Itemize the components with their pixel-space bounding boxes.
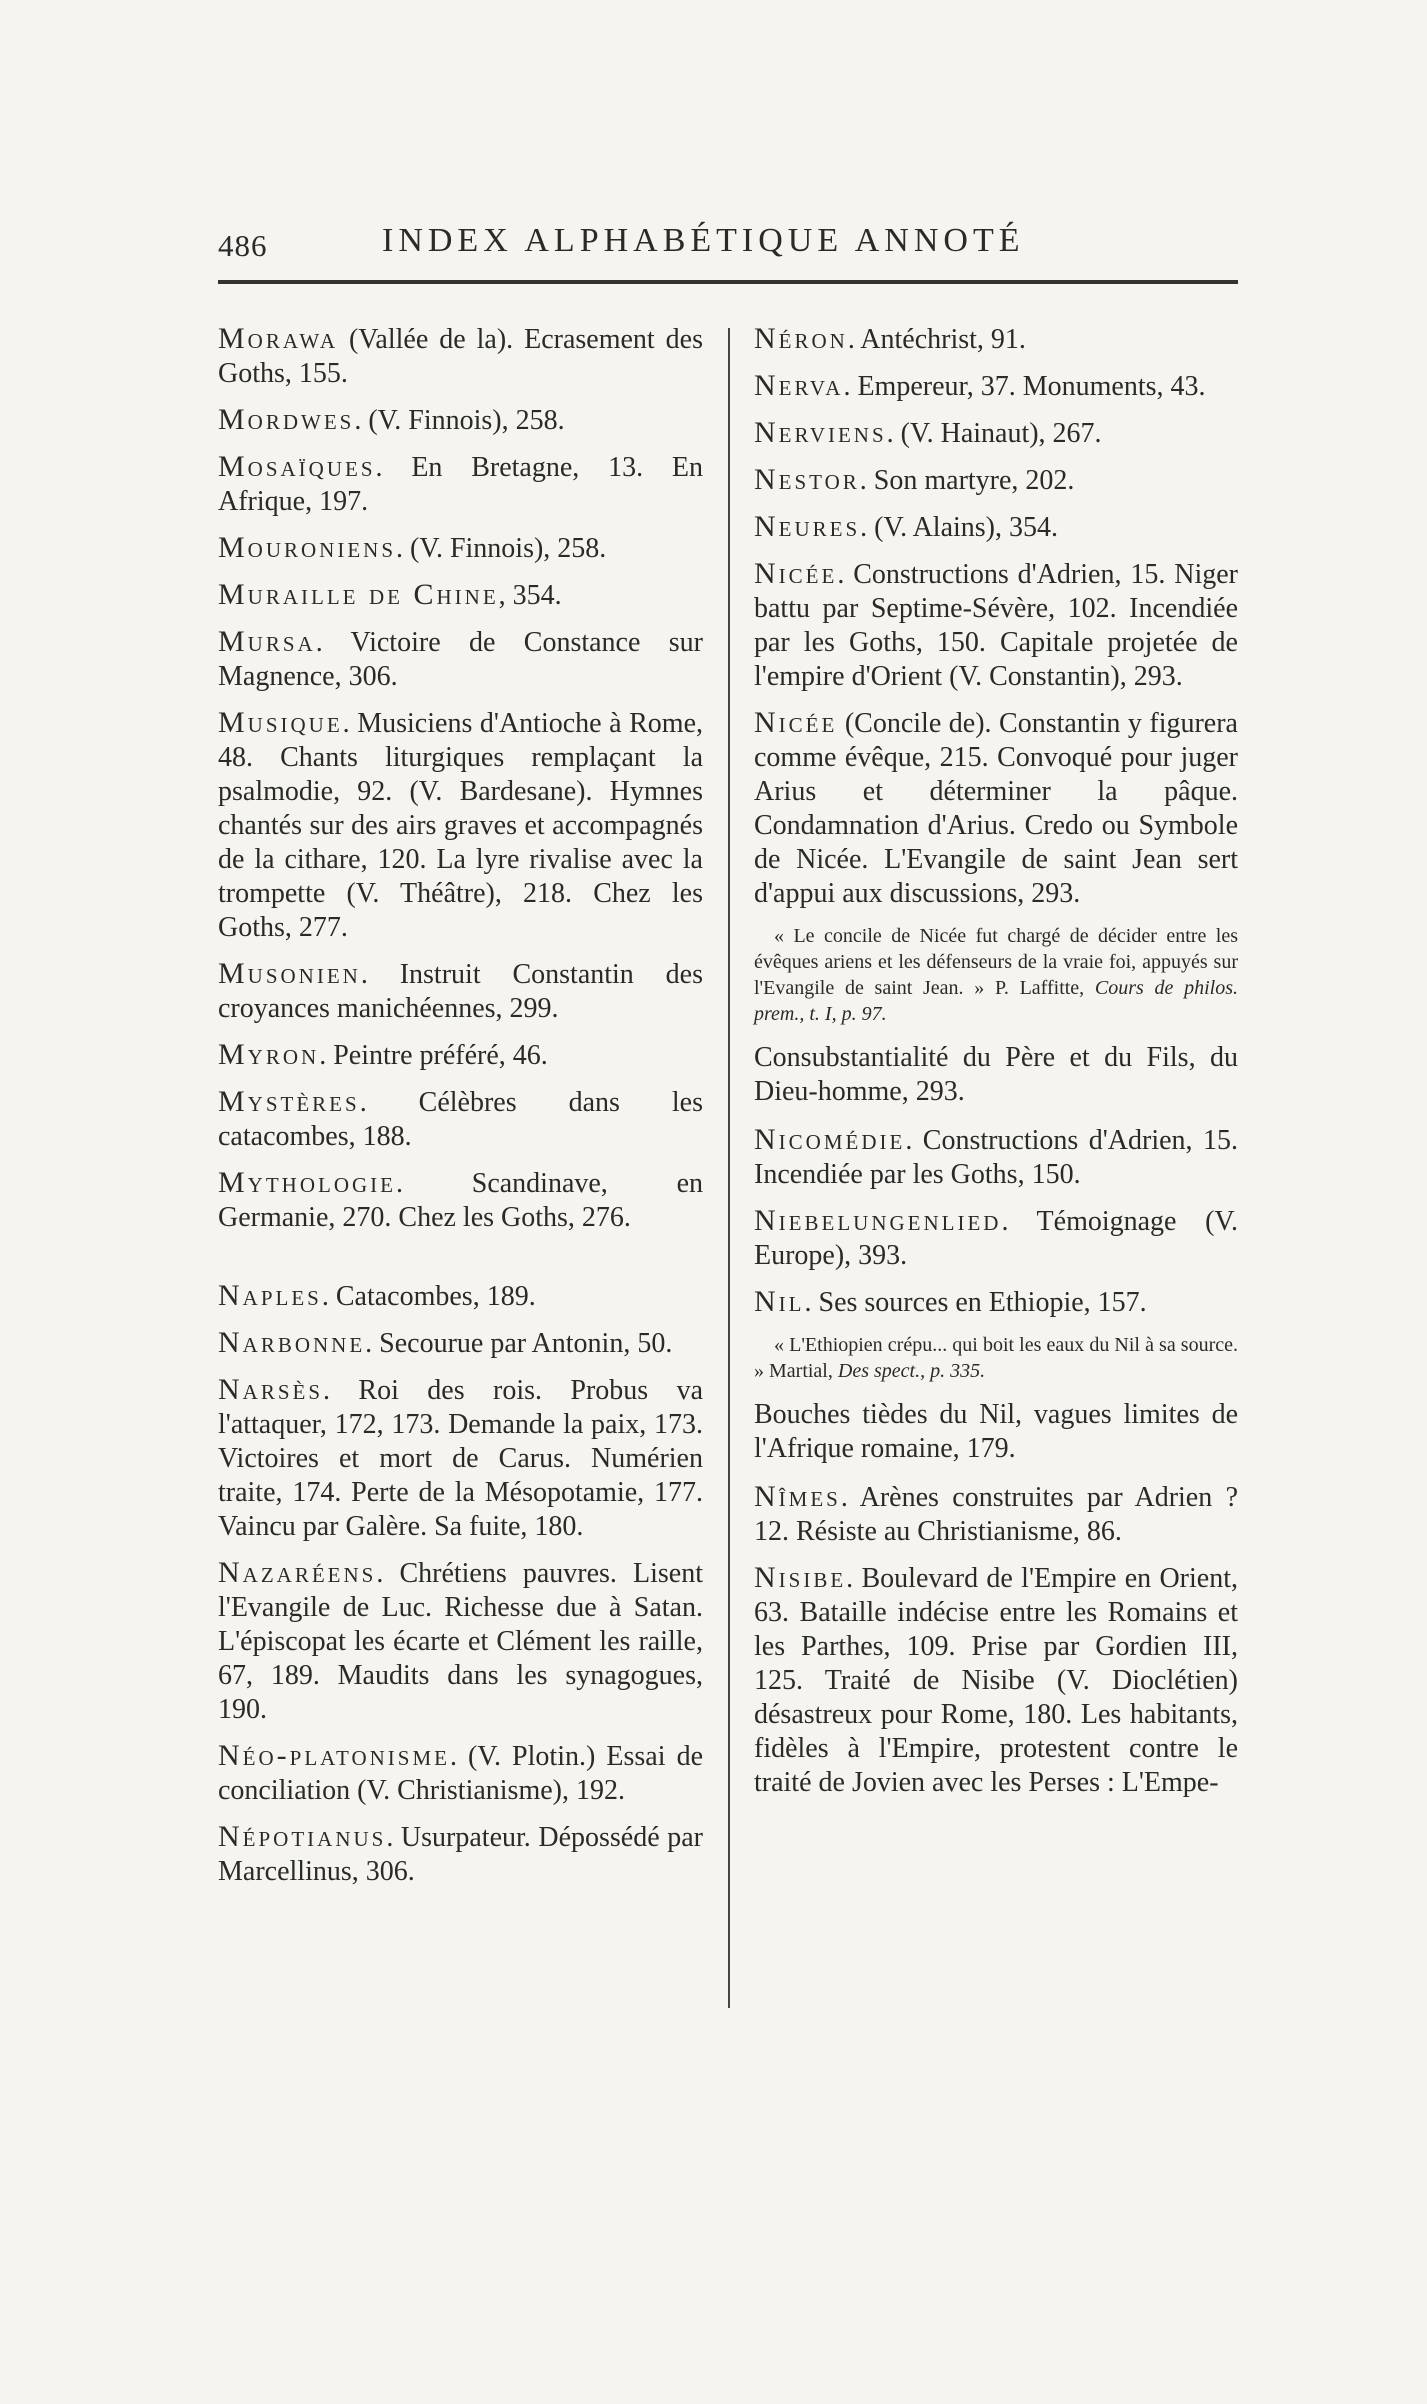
note-text: « L'Ethiopien crépu... qui boit les eaux du Nil à sa source. » Martial, (754, 1334, 1238, 1382)
header-rule (218, 280, 1238, 284)
entry-headword: Mursa (218, 625, 316, 658)
entry-headword: Niebelungenlied (754, 1204, 1002, 1237)
index-entry (754, 463, 1238, 498)
entry-headword: Nazaréens (218, 1556, 377, 1589)
index-entry (218, 1739, 703, 1808)
entry-text: . Arènes construites par Adrien ? 12. Résiste au Christianisme, 86. (754, 1482, 1238, 1547)
entry-text: . Secourue par Antonin, 50. (365, 1328, 673, 1359)
entry-text: . Musiciens d'Antioche à Rome, 48. Chants liturgiques remplaçant la psalmodie, 92. (V. Bardesane). Hymnes chantés sur des airs graves et accompagnés de la cithare, 120. La lyre rivalise avec la trompette (V. Théâtre), 218. Chez les Goths, 277. (218, 708, 703, 943)
index-entry (754, 416, 1238, 451)
entry-text: . Ses sources en Ethiopie, 157. (804, 1287, 1147, 1318)
entry-headword: Nicomédie (754, 1123, 906, 1156)
index-entry (218, 531, 703, 566)
right-column (754, 322, 1238, 1812)
entry-headword: Nil (754, 1285, 805, 1318)
entry-text: . Victoire de Constance sur Magnence, 306. (218, 627, 703, 692)
entry-text: . Chrétiens pauvres. Lisent l'Evangile de Luc. Richesse due à Satan. L'épiscopat les écarte et Clément les raille, 67, 189. Maudits dans les synagogues, 190. (218, 1558, 703, 1725)
entry-headword: Néo-platonisme (218, 1739, 450, 1772)
entry-headword: Naples (218, 1279, 322, 1312)
index-entry (218, 1820, 703, 1889)
entry-headword: Neures (754, 510, 861, 543)
index-entry (754, 322, 1238, 357)
entry-headword: Népotianus (218, 1820, 387, 1853)
left-column (218, 322, 703, 1901)
entry-text: . Son martyre, 202. (859, 465, 1075, 496)
entry-continuation: Bouches tièdes du Nil, vagues limites de l'Afrique romaine, 179. (754, 1399, 1238, 1464)
index-entry (754, 1480, 1238, 1549)
entry-headword: Morawa (218, 322, 338, 355)
entry-text: (Concile de). Constantin y figurera comme évêque, 215. Convoqué pour juger Arius et déterminer la pâque. Condamnation d'Arius. Credo ou Symbole de Nicée. L'Evangile de saint Jean sert d'appui aux discussions, 293. (754, 708, 1238, 909)
index-entry (754, 510, 1238, 545)
entry-text: . (V. Finnois), 258. (396, 533, 607, 564)
entry-text: . Antéchrist, 91. (847, 324, 1026, 355)
entry-text: , 354. (498, 580, 562, 611)
entry-headword: Néron (754, 322, 848, 355)
entry-headword: Nicée (754, 706, 838, 739)
entry-text: . Célèbres dans les catacombes, 188. (218, 1087, 703, 1152)
entry-text: (Vallée de la). Ecrasement des Goths, 155. (218, 324, 703, 389)
index-entry (218, 1326, 703, 1361)
index-entry (754, 557, 1238, 694)
index-entry (218, 1085, 703, 1154)
note-source: Cours de philos. prem., t. I, p. 97. (754, 977, 1239, 1025)
index-entry (754, 1204, 1238, 1273)
entry-text: . Empereur, 37. Monuments, 43. (843, 371, 1206, 402)
index-entry (218, 1166, 703, 1235)
index-entry (218, 450, 703, 519)
index-entry (218, 957, 703, 1026)
index-entry (754, 706, 1238, 911)
entry-headword: Nerviens (754, 416, 887, 449)
entry-text: . (V. Finnois), 258. (354, 405, 565, 436)
entry-headword: Musique (218, 706, 343, 739)
entry-text: . Roi des rois. Probus va l'attaquer, 172, 173. Demande la paix, 173. Victoires et mort de Carus. Numérien traite, 174. Perte de la Mésopotamie, 177. Vaincu par Galère. Sa fuite, 180. (218, 1375, 703, 1542)
quotation-note (754, 1332, 1238, 1384)
entry-text: . (V. Hainaut), 267. (886, 418, 1102, 449)
entry-text: . Témoignage (V. Europe), 393. (754, 1206, 1238, 1271)
entry-headword: Mythologie (218, 1166, 396, 1199)
page-number: 486 (218, 228, 268, 263)
entry-text: . Peintre préféré, 46. (319, 1040, 548, 1071)
entry-headword: Nerva (754, 369, 844, 402)
entry-continuation: Consubstantialité du Père et du Fils, du Dieu-homme, 293. (754, 1042, 1238, 1107)
column-divider (728, 328, 730, 2008)
entry-headword: Myron (218, 1038, 320, 1071)
entry-headword: Narbonne (218, 1326, 366, 1359)
entry-text: . Catacombes, 189. (321, 1281, 536, 1312)
entry-headword: Nîmes (754, 1480, 841, 1513)
index-entry (218, 403, 703, 438)
entry-text: . (V. Alains), 354. (860, 512, 1058, 543)
entry-headword: Mouroniens (218, 531, 397, 564)
index-entry (218, 1556, 703, 1727)
index-entry (218, 625, 703, 694)
index-entry (754, 1561, 1238, 1800)
index-entry (218, 578, 703, 613)
index-entry (218, 1038, 703, 1073)
entry-headword: Mosaïques (218, 450, 376, 483)
entry-text: . En Bretagne, 13. En Afrique, 197. (218, 452, 703, 517)
entry-text: . Scandinave, en Germanie, 270. Chez les Goths, 276. (218, 1168, 703, 1233)
entry-headword: Narsès (218, 1373, 324, 1406)
entry-text: . Constructions d'Adrien, 15. Incendiée par les Goths, 150. (754, 1125, 1238, 1190)
index-entry (754, 1123, 1238, 1192)
index-entry (754, 369, 1238, 404)
entry-text: . (V. Plotin.) Essai de conciliation (V. Christianisme), 192. (218, 1741, 703, 1806)
entry-headword: Mordwes (218, 403, 355, 436)
note-source: Des spect., p. 335. (837, 1360, 986, 1382)
entry-headword: Nisibe (754, 1561, 847, 1594)
quotation-note (754, 923, 1238, 1027)
entry-headword: Nicée (754, 557, 838, 590)
page-title: INDEX ALPHABÉTIQUE ANNOTÉ (382, 222, 1025, 259)
entry-text: . Constructions d'Adrien, 15. Niger battu par Septime-Sévère, 102. Incendiée par les Goths, 150. Capitale projetée de l'empire d'Orient (V. Constantin), 293. (754, 559, 1238, 692)
note-text: « Le concile de Nicée fut chargé de décider entre les évêques ariens et les défenseurs de la vraie foi, appuyés sur l'Evangile de saint Jean. » P. Laffitte, (754, 925, 1238, 999)
entry-headword: Muraille de Chine (218, 578, 499, 611)
index-entry (218, 1279, 703, 1314)
entry-text: . Boulevard de l'Empire en Orient, 63. Bataille indécise entre les Romains et les Parthes, 109. Prise par Gordien III, 125. Traité de Nisibe (V. Dioclétien) désastreux pour Rome, 180. Les habitants, fidèles à l'Empire, protestent contre le traité de Jovien avec les Perses : L'Empe- (754, 1563, 1238, 1798)
entry-headword: Musonien (218, 957, 361, 990)
index-entry (754, 1285, 1238, 1320)
index-entry (218, 706, 703, 945)
entry-text: . Instruit Constantin des croyances manichéennes, 299. (218, 959, 703, 1024)
entry-headword: Mystères (218, 1085, 360, 1118)
index-entry (218, 1373, 703, 1544)
entry-headword: Nestor (754, 463, 860, 496)
entry-text: . Usurpateur. Dépossédé par Marcellinus, 306. (218, 1822, 703, 1887)
index-entry (218, 322, 703, 391)
